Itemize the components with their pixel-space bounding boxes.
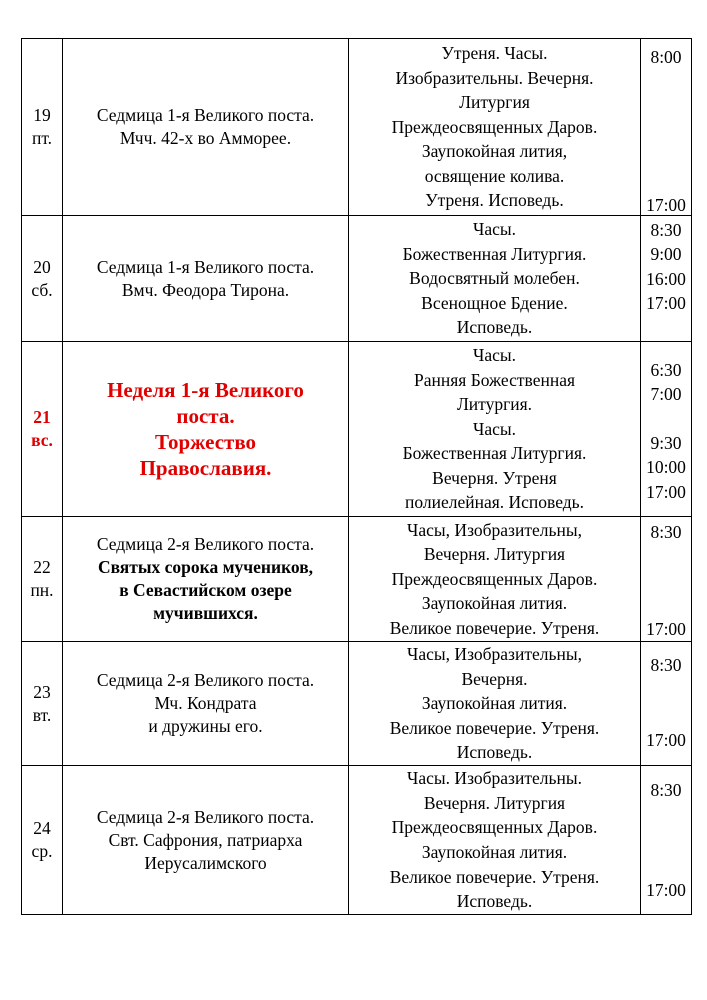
time-value: 8:00 [650, 47, 682, 67]
weekday: вт. [32, 704, 52, 725]
service-line: Божественная Литургия. [402, 243, 587, 264]
feast-line: Неделя 1-я Великого [107, 378, 304, 402]
service-line: Вечерня. [461, 668, 528, 689]
services-cell [349, 642, 641, 766]
time-value: 17:00 [646, 195, 686, 215]
feast-line: Седмица 2-я Великого поста. [96, 670, 315, 690]
times-cell [641, 39, 692, 216]
feast-cell [63, 642, 349, 766]
time-value: 17:00 [646, 293, 686, 313]
service-line: Исповедь. [456, 317, 533, 338]
feast-line: Православия. [139, 456, 272, 480]
feast-cell [63, 216, 349, 342]
time-value: 7:00 [650, 384, 682, 404]
date-cell [22, 517, 63, 642]
service-line: Заупокойная лития. [421, 842, 568, 862]
feast-line: Седмица 2-я Великого поста. [96, 534, 315, 554]
service-line: Преждеосвященных Даров. [391, 116, 598, 137]
service-line: Вечерня. Утреня [432, 467, 557, 488]
service-line: полиелейная. Исповедь. [404, 492, 585, 513]
time-value: 8:30 [650, 655, 682, 675]
service-line: Вечерня. Литургия [423, 544, 566, 565]
feast-line: поста. [176, 404, 235, 428]
date-cell [22, 39, 63, 216]
service-line: Исповедь. [456, 742, 533, 763]
weekday: пт. [31, 128, 53, 148]
schedule-table [21, 38, 692, 915]
feast-line: в Севастийском озере [119, 580, 292, 600]
table-row [22, 342, 692, 517]
service-line: Часы. [472, 344, 517, 365]
feast-cell [63, 517, 349, 642]
time-value: 9:30 [650, 433, 682, 453]
service-line: Утреня. Часы. [441, 42, 548, 63]
feast-line: Мч. Кондрата [154, 693, 257, 713]
service-line: Вечерня. Литургия [423, 792, 566, 813]
service-line: Великое повечерие. Утреня. [389, 617, 600, 638]
services-cell [349, 39, 641, 216]
time-value: 17:00 [646, 880, 686, 900]
time-value: 17:00 [646, 619, 686, 639]
time-value: 9:00 [650, 244, 682, 264]
service-line: Заупокойная лития, [421, 141, 568, 162]
services-cell [349, 216, 641, 342]
feast-line: Мчч. 42-х во Амморее. [119, 128, 292, 148]
service-line: Великое повечерие. Утреня. [389, 866, 600, 887]
time-value: 17:00 [646, 482, 686, 502]
time-value: 16:00 [646, 269, 686, 289]
service-line: Литургия [459, 92, 530, 113]
time-value: 8:30 [650, 220, 682, 240]
service-line: Часы. [472, 219, 517, 240]
service-line: Часы, Изобразительны, [407, 644, 582, 665]
service-line: освящение колива. [424, 165, 565, 186]
service-line: Литургия. [456, 394, 533, 415]
service-line: Исповедь. [456, 891, 533, 912]
table-row [22, 766, 692, 915]
feast-line: Вмч. Феодора Тирона. [121, 279, 290, 300]
feast-cell [63, 39, 349, 216]
date-cell [22, 766, 63, 915]
time-value: 10:00 [646, 457, 686, 477]
times-cell [641, 216, 692, 342]
feast-cell [63, 766, 349, 915]
service-line: Великое повечерие. Утреня. [389, 717, 600, 738]
weekday: вс. [31, 430, 53, 450]
service-line: Утреня. Исповедь. [425, 190, 564, 211]
table-row [22, 642, 692, 766]
time-value: 8:30 [650, 780, 682, 800]
day-number: 23 [33, 681, 51, 702]
day-number: 19 [33, 105, 51, 125]
time-value: 17:00 [646, 730, 686, 750]
service-line: Часы, Изобразительны, [407, 519, 582, 540]
service-line: Часы. [472, 418, 517, 439]
service-line: Изобразительны. Вечерня. [395, 67, 594, 88]
feast-line: Торжество [154, 430, 257, 454]
table-row [22, 517, 692, 642]
time-value: 8:30 [650, 522, 682, 542]
feast-line: Иерусалимского [144, 852, 267, 873]
times-cell [641, 342, 692, 517]
table-row [22, 216, 692, 342]
day-number: 24 [33, 818, 51, 838]
feast-line: Седмица 1-я Великого поста. [96, 256, 315, 277]
feast-line: Седмица 1-я Великого поста. [96, 105, 315, 125]
day-number: 21 [33, 407, 51, 427]
times-cell [641, 642, 692, 766]
service-line: Часы. Изобразительны. [407, 768, 582, 789]
times-cell [641, 517, 692, 642]
feast-cell [63, 342, 349, 517]
service-line: Преждеосвященных Даров. [391, 568, 598, 589]
service-line: Божественная Литургия. [402, 443, 587, 464]
services-cell [349, 517, 641, 642]
services-cell [349, 766, 641, 915]
date-cell [22, 342, 63, 517]
date-cell [22, 642, 63, 766]
service-line: Ранняя Божественная [413, 369, 576, 390]
service-line: Водосвятный молебен. [409, 268, 580, 289]
day-number: 22 [33, 557, 51, 577]
feast-line: мучившихся. [153, 603, 258, 623]
weekday: сб. [31, 279, 53, 300]
services-cell [349, 342, 641, 517]
feast-line: и дружины его. [148, 716, 263, 736]
feast-line: Седмица 2-я Великого поста. [96, 806, 315, 827]
day-number: 20 [33, 256, 51, 277]
service-line: Заупокойная лития. [421, 593, 568, 614]
service-line: Преждеосвященных Даров. [391, 817, 598, 838]
time-value: 6:30 [650, 360, 682, 380]
weekday: пн. [30, 580, 54, 600]
date-cell [22, 216, 63, 342]
table-row [22, 39, 692, 216]
weekday: ср. [31, 841, 53, 861]
service-line: Всенощное Бдение. [421, 292, 568, 313]
times-cell [641, 766, 692, 915]
feast-line: Свт. Сафрония, патриарха [108, 829, 303, 850]
feast-line: Святых сорока мучеников, [97, 557, 314, 577]
service-line: Заупокойная лития. [421, 693, 568, 714]
